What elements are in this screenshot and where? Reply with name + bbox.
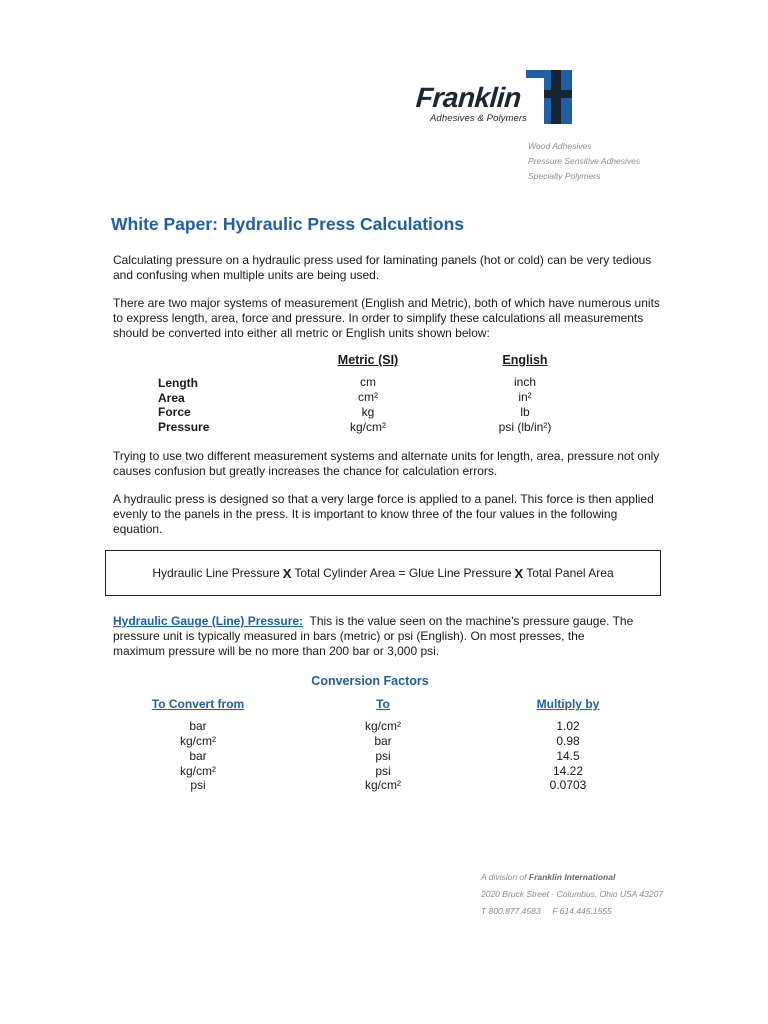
- press-paragraph: A hydraulic press is designed so that a very large force is applied to a panel. This force is then applied evenly to the panels in the press. It is important to know three of the four values in the following equation.: [113, 492, 654, 536]
- multiply-sign: X: [514, 565, 524, 581]
- conv-mult-5: 0.0703: [549, 778, 587, 792]
- equation-term-middle: Total Cylinder Area = Glue Line Pressure: [294, 566, 512, 580]
- conv-from-5: psi: [190, 778, 206, 792]
- gauge-line-1: This is the value seen on the machine’s pressure gauge. The: [309, 614, 634, 628]
- systems-paragraph: There are two major systems of measurement (English and Metric), both of which have numerous units to express length, area, force and pressure. In order to simplify these calculations all measurements should be converted into either all metric or English units shown below:: [113, 296, 660, 340]
- conv-from-2: kg/cm²: [180, 734, 216, 748]
- col-header-to: To: [376, 697, 390, 711]
- col-header-multiply: Multiply by: [536, 697, 600, 711]
- conv-to-1: kg/cm²: [365, 719, 401, 733]
- product-line-2: Pressure Sensitive Adhesives: [528, 156, 641, 166]
- conv-to-2: bar: [374, 734, 392, 748]
- conv-from-3: bar: [189, 749, 207, 763]
- gauge-line-3: maximum pressure will be no more than 200 bar or 3,000 psi.: [113, 644, 440, 658]
- conv-from-1: bar: [189, 719, 207, 733]
- row-label-force: Force: [158, 405, 191, 419]
- conv-to-5: kg/cm²: [365, 778, 401, 792]
- english-area: in²: [518, 390, 532, 404]
- gauge-pressure-link[interactable]: Hydraulic Gauge (Line) Pressure:: [113, 614, 304, 628]
- franklin-logo-text: Franklin: [414, 82, 523, 113]
- metric-pressure: kg/cm²: [350, 420, 386, 434]
- conv-mult-3: 14.5: [556, 749, 580, 763]
- product-line-3: Specialty Polymers: [528, 171, 601, 181]
- english-force: lb: [520, 405, 530, 419]
- equation-term-panel-area: Total Panel Area: [526, 566, 614, 580]
- metric-length: cm: [360, 375, 376, 389]
- gauge-paragraph: [113, 614, 663, 659]
- footer-company-name: Franklin International: [528, 872, 616, 882]
- conv-mult-4: 14.22: [552, 764, 584, 778]
- equation-term-line-pressure: Hydraulic Line Pressure: [152, 566, 280, 580]
- errors-paragraph: Trying to use two different measurement systems and alternate units for length, area, pressure not only causes confusion but greatly increases the chance for calculation errors.: [113, 449, 660, 478]
- conv-from-4: kg/cm²: [180, 764, 216, 778]
- footer-division: [481, 872, 615, 882]
- conv-to-3: psi: [375, 749, 391, 763]
- franklin-logo-icon: [526, 70, 572, 124]
- conversion-title: Conversion Factors: [311, 674, 429, 688]
- logo-tagline: Adhesives & Polymers: [430, 113, 528, 124]
- footer-phone: T 800.877.4583: [481, 906, 541, 916]
- col-header-from: To Convert from: [151, 697, 245, 711]
- conv-mult-2: 0.98: [556, 734, 580, 748]
- gauge-line-2: pressure unit is typically measured in bars (metric) or psi (English). On most presses, the: [113, 629, 585, 643]
- page-title: White Paper: Hydraulic Press Calculations: [111, 214, 465, 234]
- row-label-area: Area: [158, 391, 185, 405]
- metric-force: kg: [361, 405, 375, 419]
- footer-address: 2020 Bruck Street · Columbus, Ohio USA 43207: [481, 889, 664, 899]
- english-pressure: psi (lb/in²): [498, 420, 552, 434]
- multiply-sign: X: [282, 565, 292, 581]
- product-line-1: Wood Adhesives: [528, 141, 592, 151]
- conv-mult-1: 1.02: [556, 719, 580, 733]
- metric-header: Metric (SI): [337, 353, 399, 367]
- row-label-length: Length: [158, 376, 198, 390]
- footer-fax: F 614.445.1555: [552, 906, 612, 916]
- footer-contact: [481, 906, 612, 916]
- footer-division-prefix: A division of: [481, 872, 527, 882]
- english-length: inch: [513, 375, 536, 389]
- conv-to-4: psi: [375, 764, 391, 778]
- english-header: English: [502, 353, 548, 367]
- equation-box: [105, 550, 661, 596]
- metric-area: cm²: [358, 390, 378, 404]
- row-label-pressure: Pressure: [158, 420, 210, 434]
- intro-paragraph: Calculating pressure on a hydraulic press used for laminating panels (hot or cold) can be very tedious and confusing when multiple units are being used.: [113, 253, 652, 282]
